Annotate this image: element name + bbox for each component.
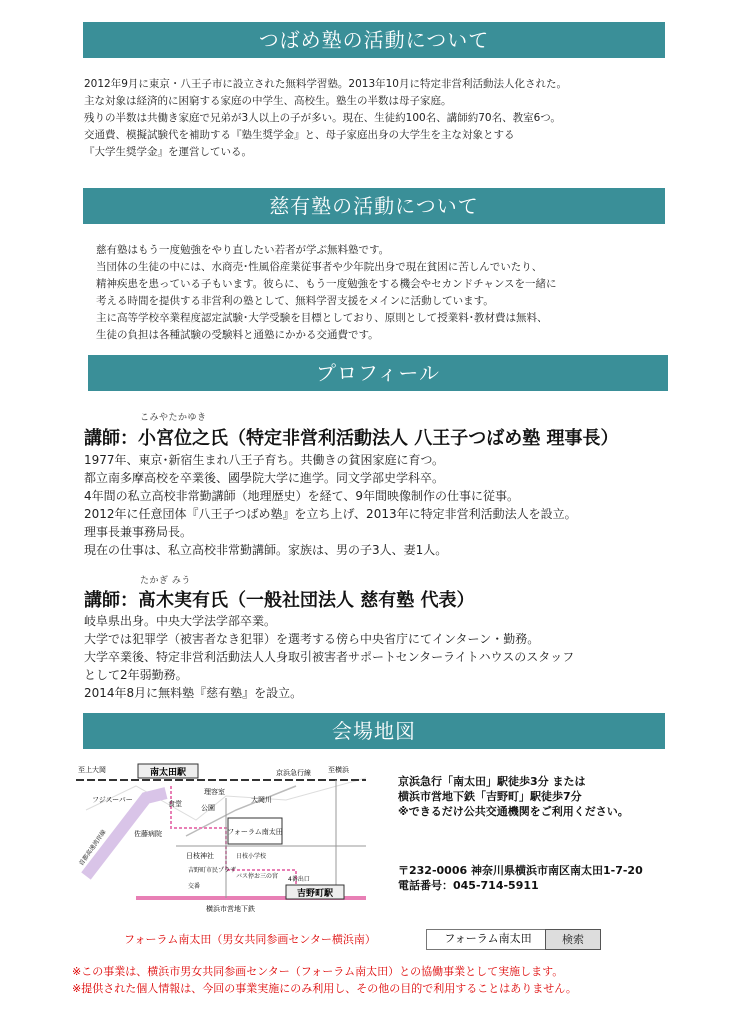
note-line: ※提供された個人情報は、今回の事業実施にのみ利用し、その他の目的で利用することはありません。 xyxy=(72,982,577,995)
direction-left: 至上大岡 xyxy=(78,766,106,774)
text-line: 2014年8月に無料塾『慈有塾』を設立。 xyxy=(84,686,303,700)
landmark-label: 日枝小学校 xyxy=(236,853,267,860)
text-line: 主に高等学校卒業程度認定試験･大学受験を目標としており、原則として授業料･教材費は無料、 xyxy=(96,312,548,324)
text-line: 慈有塾はもう一度勉強をやり直したい若者が学ぶ無料塾です。 xyxy=(96,244,390,256)
text-line: 4年間の私立高校非常勤講師（地理歴史）を経て、9年間映像制作の仕事に従事。 xyxy=(84,489,520,503)
access-line: 京浜急行「南太田」駅徒歩3分 または xyxy=(398,775,586,788)
text-line: 理事長兼事務局長。 xyxy=(84,525,193,539)
access-line: 横浜市営地下鉄「吉野町」駅徒歩7分 xyxy=(398,790,582,803)
notes xyxy=(72,963,577,997)
section-banner-jiyu: 慈有塾の活動について xyxy=(83,188,665,224)
landmark-label: 日枝神社 xyxy=(186,852,214,860)
text-line: 岐阜県出身。中央大学法学部卒業。 xyxy=(84,614,277,628)
river-label: 大岡川 xyxy=(251,796,272,804)
search-input[interactable] xyxy=(426,929,550,950)
venue-marker-label: フォーラム南太田 xyxy=(227,828,283,836)
text-line: として2年弱勤務。 xyxy=(84,668,188,682)
station-top-label: 南太田駅 xyxy=(149,768,187,778)
address: 〒232-0006 神奈川県横浜市南区南太田1-7-20 xyxy=(398,864,643,877)
lecturer2-title: 講師：髙木実有氏（一般社団法人 慈有塾 代表） xyxy=(84,590,475,611)
section-banner-tsubame: つばめ塾の活動について xyxy=(83,22,665,58)
landmark-label: 食堂 xyxy=(168,800,182,808)
text-line: 残りの半数は共働き家庭で兄弟が3人以上の子が多い。現在、生徒約100名、講師約70名、教室6つ。 xyxy=(84,112,561,124)
section-banner-profile: プロフィール xyxy=(88,355,668,391)
text-line: 主な対象は経済的に困窮する家庭の中学生、高校生。塾生の半数は母子家庭。 xyxy=(84,95,452,107)
landmark-label: バス停お三の宮 xyxy=(236,873,279,880)
facility-name: フォーラム南太田（男女共同参画センター横浜南） xyxy=(124,933,376,946)
text-line: 2012年に任意団体『八王子つばめ塾』を立ち上げ、2013年に特定非営利活動法人を設立。 xyxy=(84,507,577,521)
phone: 電話番号：045-714-5911 xyxy=(398,879,539,892)
landmark-label: 吉野町市民プラザ xyxy=(188,867,237,874)
tsubame-description xyxy=(84,76,567,161)
station-bottom-label: 吉野町駅 xyxy=(296,889,334,899)
landmark-label: 佐藤病院 xyxy=(134,830,162,838)
text-line: 当団体の生徒の中には、水商売･性風俗産業従事者や少年院出身で現在貧困に苦しんでいたり、 xyxy=(96,261,543,273)
text-line: 都立南多摩高校を卒業後、國學院大学に進学。同文学部史学科卒。 xyxy=(84,471,445,485)
text-line: 精神疾患を患っている子もいます。彼らに、もう一度勉強をする機会やセカンドチャンスを一緒に xyxy=(96,278,557,290)
keikyu-label: 京浜急行線 xyxy=(276,769,311,777)
text-line: 考える時間を提供する非営利の塾として、無料学習支援をメインに活動しています。 xyxy=(96,295,494,307)
lecturer1-bio xyxy=(84,451,577,559)
lecturer2-bio xyxy=(84,612,574,702)
text-line: 2012年9月に東京・八王子市に設立された無料学習塾。2013年10月に特定非営利活動法人化された。 xyxy=(84,78,567,90)
text-line: 交通費、模擬試験代を補助する『塾生奨学金』と、母子家庭出身の大学生を主な対象とする xyxy=(84,129,515,141)
text-line: 生徒の負担は各種試験の受験料と通塾にかかる交通費です。 xyxy=(96,329,379,341)
highway-label: 首都高速湾岸線 xyxy=(77,828,108,868)
landmark-label: 交番 xyxy=(188,883,201,890)
lecturer1-title: 講師：小宮位之氏（特定非営利活動法人 八王子つばめ塾 理事長） xyxy=(84,428,619,449)
landmark-label: フジスーパー xyxy=(92,796,133,804)
direction-right: 至横浜 xyxy=(328,766,349,774)
lecturer2-ruby: たかぎ みう xyxy=(140,576,191,586)
landmark-label: 理容室 xyxy=(204,788,225,796)
text-line: 1977年、東京･新宿生まれ八王子育ち。共働きの貧困家庭に育つ。 xyxy=(84,453,445,467)
landmark-label: 公園 xyxy=(201,804,215,812)
subway-label: 横浜市営地下鉄 xyxy=(206,905,255,912)
access-line: ※できるだけ公共交通機関をご利用ください。 xyxy=(398,805,629,818)
contact-info xyxy=(398,863,643,893)
section-banner-venue: 会場地図 xyxy=(83,713,665,749)
text-line: 大学卒業後、特定非営利活動法人人身取引被害者サポートセンターライトハウスのスタッフ xyxy=(84,650,575,664)
text-line: 『大学生奨学金』を運営している。 xyxy=(84,146,252,158)
text-line: 現在の仕事は、私立高校非常勤講師。家族は、男の子3人、妻1人。 xyxy=(84,543,448,557)
note-line: ※この事業は、横浜市男女共同参画センター（フォーラム南太田）との協働事業として実施します。 xyxy=(72,965,564,978)
venue-map xyxy=(76,758,366,912)
lecturer1-ruby: こみやたかゆき xyxy=(140,413,207,423)
search-button[interactable]: 検索 xyxy=(545,929,601,950)
access-info xyxy=(398,774,629,819)
jiyu-description xyxy=(96,242,557,344)
text-line: 大学では犯罪学（被害者なき犯罪）を選考する傍ら中央省庁にてインターン・勤務。 xyxy=(84,632,540,646)
landmark-label: 4番出口 xyxy=(288,876,310,883)
